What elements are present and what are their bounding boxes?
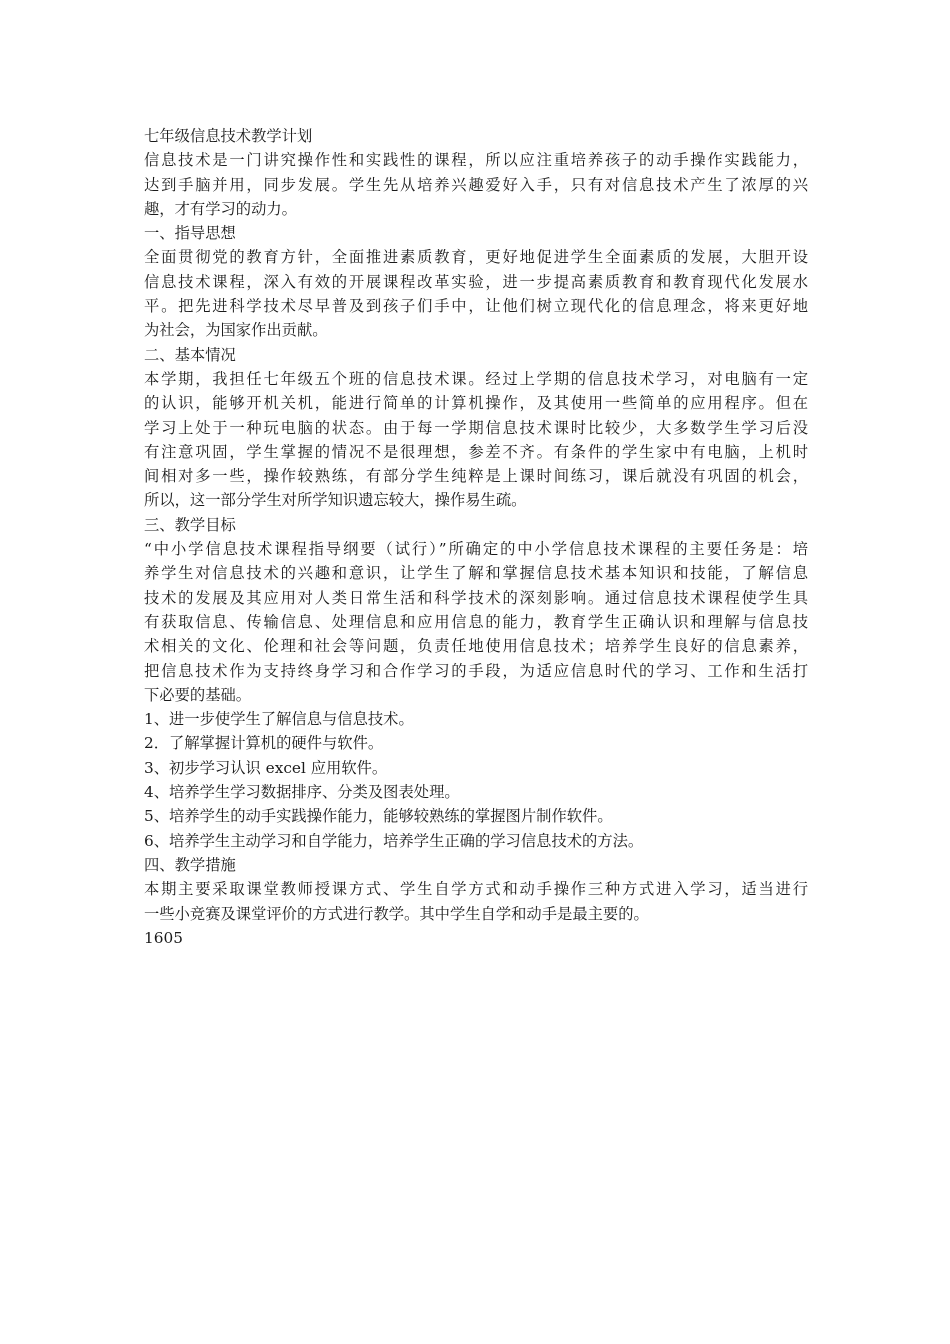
paragraph-line: 技术的发展及其应用对人类日常生活和科学技术的深刻影响。通过信息技术课程使学生具 xyxy=(144,588,808,607)
goal-list-item: 3、初步学习认识 excel 应用软件。 xyxy=(144,758,388,777)
paragraph-line: 信息技术课程，深入有效的开展课程改革实验，进一步提高素质教育和教育现代化发展水 xyxy=(144,272,808,291)
paragraph-line: 为社会，为国家作出贡献。 xyxy=(144,321,328,340)
section-heading-teaching-goals: 三、教学目标 xyxy=(144,515,236,534)
goal-list-item: 6、培养学生主动学习和自学能力，培养学生正确的学习信息技术的方法。 xyxy=(144,831,644,850)
paragraph-line: 本期主要采取课堂教师授课方式、学生自学方式和动手操作三种方式进入学习，适当进行 xyxy=(144,880,808,899)
paragraph-line: 下必要的基础。 xyxy=(144,685,252,704)
intro-line: 达到手脑并用，同步发展。学生先从培养兴趣爱好入手，只有对信息技术产生了浓厚的兴 xyxy=(144,175,808,194)
document-page xyxy=(144,124,808,950)
document-title: 七年级信息技术教学计划 xyxy=(144,127,313,145)
section-heading-teaching-measures: 四、教学措施 xyxy=(144,855,236,874)
paragraph-line: 平。把先进科学技术尽早普及到孩子们手中，让他们树立现代化的信息理念，将来更好地 xyxy=(144,297,808,316)
paragraph-line: 本学期，我担任七年级五个班的信息技术课。经过上学期的信息技术学习，对电脑有一定 xyxy=(144,369,808,388)
goal-list-item: 5、培养学生的动手实践操作能力，能够较熟练的掌握图片制作软件。 xyxy=(144,807,613,826)
paragraph-line: 术相关的文化、伦理和社会等问题，负责任地使用信息技术；培养学生良好的信息素养， xyxy=(144,637,808,656)
paragraph-line: 把信息技术作为支持终身学习和合作学习的手段，为适应信息时代的学习、工作和生活打 xyxy=(144,661,808,680)
goal-list-item: 4、培养学生学习数据排序、分类及图表处理。 xyxy=(144,783,460,802)
paragraph-line: 学习上处于一种玩电脑的状态。由于每一学期信息技术课时比较少，大多数学生学习后没 xyxy=(144,418,808,437)
paragraph-line: 全面贯彻党的教育方针，全面推进素质教育，更好地促进学生全面素质的发展，大胆开设 xyxy=(144,248,808,267)
section-heading-guiding-ideology: 一、指导思想 xyxy=(144,224,236,243)
paragraph-line: 一些小竞赛及课堂评价的方式进行教学。其中学生自学和动手是最主要的。 xyxy=(144,904,649,923)
paragraph-line: 养学生对信息技术的兴趣和意识，让学生了解和掌握信息技术基本知识和技能，了解信息 xyxy=(144,564,808,583)
footer-number: 1605 xyxy=(144,928,183,947)
intro-line: 信息技术是一门讲究操作性和实践性的课程，所以应注重培养孩子的动手操作实践能力， xyxy=(144,151,808,170)
paragraph-line: 所以，这一部分学生对所学知识遗忘较大，操作易生疏。 xyxy=(144,491,527,510)
paragraph-line: 有获取信息、传输信息、处理信息和应用信息的能力，教育学生正确认识和理解与信息技 xyxy=(144,612,808,631)
paragraph-line: 有注意巩固，学生掌握的情况不是很理想，参差不齐。有条件的学生家中有电脑，上机时 xyxy=(144,442,808,461)
goal-list-item: 1、进一步使学生了解信息与信息技术。 xyxy=(144,710,414,729)
section-heading-basic-situation: 二、基本情况 xyxy=(144,345,236,364)
intro-line: 趣，才有学习的动力。 xyxy=(144,199,297,218)
paragraph-line: “中小学信息技术课程指导纲要（试行）”所确定的中小学信息技术课程的主要任务是：培 xyxy=(144,540,808,559)
paragraph-line: 间相对多一些，操作较熟练，有部分学生纯粹是上课时间练习，课后就没有巩固的机会， xyxy=(144,467,808,486)
paragraph-line: 的认识，能够开机关机，能进行简单的计算机操作，及其使用一些简单的应用程序。但在 xyxy=(144,394,808,413)
goal-list-item: 2．了解掌握计算机的硬件与软件。 xyxy=(144,734,384,753)
